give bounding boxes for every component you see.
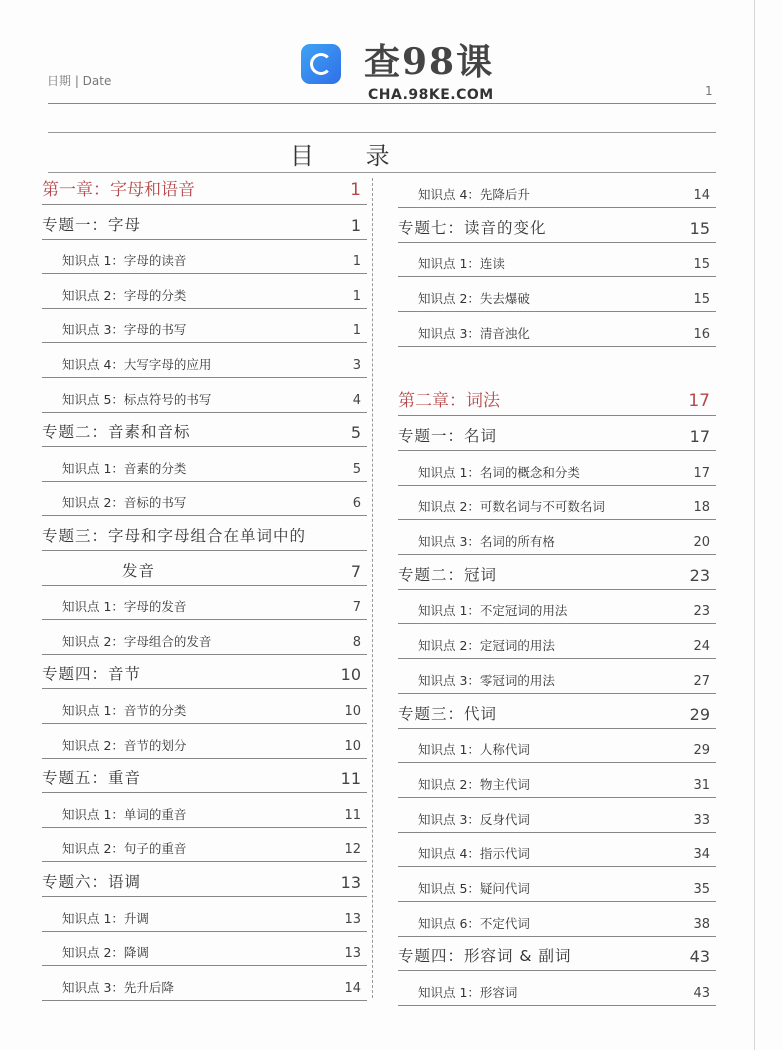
toc-entry-point[interactable] [42, 902, 367, 932]
toc-entry-title: 专题一：字母 [42, 215, 142, 234]
toc-entry-point[interactable] [398, 490, 716, 520]
toc-entry-point[interactable] [398, 733, 716, 763]
toc-entry-topic[interactable] [398, 213, 716, 243]
toc-blank-row [398, 352, 716, 382]
toc-entry-topic[interactable] [42, 417, 367, 447]
toc-entry-page: 14 [344, 980, 361, 996]
toc-entry-page: 29 [693, 743, 710, 759]
toc-entry-title: 知识点 2：句子的重音 [62, 841, 187, 857]
toc-entry-title: 知识点 4：先降后升 [418, 187, 530, 202]
toc-entry-page: 20 [693, 535, 710, 550]
toc-entry-page: 1 [352, 254, 361, 270]
toc-entry-point[interactable] [42, 348, 367, 378]
toc-entry-point[interactable] [42, 590, 367, 620]
toc-entry-title: 第二章：词法 [398, 391, 500, 412]
toc-entry-topic[interactable] [398, 421, 716, 451]
toc-entry-page: 8 [352, 634, 361, 650]
toc-entry-chapter[interactable] [42, 175, 367, 205]
toc-entry-title: 知识点 1：名词的概念和分类 [418, 464, 580, 480]
toc-entry-title: 知识点 1：单词的重音 [62, 806, 187, 822]
toc-entry-point[interactable] [398, 525, 716, 555]
toc-entry-title: 知识点 1：字母的读音 [62, 253, 187, 269]
toc-entry-page: 11 [344, 807, 361, 823]
toc-entry-title: 专题六：语调 [42, 873, 142, 891]
toc-entry-title: 专题四：音节 [42, 665, 142, 684]
toc-entry-point[interactable] [42, 832, 367, 862]
toc-entry-title: 知识点 2：字母组合的发音 [62, 633, 212, 649]
toc-entry-title: 知识点 6：不定代词 [418, 915, 530, 931]
toc-entry-cont[interactable] [42, 556, 367, 586]
toc-entry-topic[interactable] [398, 941, 716, 971]
toc-entry-title: 专题二：冠词 [398, 565, 498, 584]
toc-entry-page: 1 [350, 215, 361, 235]
toc-entry-title: 知识点 2：失去爆破 [418, 291, 530, 307]
brand-url: CHA.98KE.COM [368, 87, 494, 103]
toc-entry-page: 10 [344, 738, 361, 754]
toc-title: 目 录 [290, 142, 412, 170]
title-bottom-rule [48, 172, 716, 173]
toc-entry-title: 知识点 2：可数名词与不可数名词 [418, 499, 605, 515]
toc-entry-point[interactable] [42, 729, 367, 759]
toc-entry-title: 知识点 2：降调 [62, 945, 149, 961]
toc-entry-point[interactable] [398, 768, 716, 798]
toc-entry-point[interactable] [42, 452, 367, 482]
toc-entry-point[interactable] [398, 872, 716, 902]
toc-entry-title: 知识点 3：零冠词的用法 [418, 672, 555, 688]
toc-entry-page: 11 [340, 769, 361, 789]
toc-entry-title: 专题一：名词 [398, 426, 498, 445]
toc-entry-point[interactable] [42, 694, 367, 724]
toc-entry-page: 23 [689, 565, 710, 585]
toc-entry-page: 15 [689, 218, 710, 238]
date-label: 日期 | Date [47, 74, 112, 88]
toc-entry-title: 知识点 1：连读 [418, 256, 505, 272]
toc-entry-title: 专题二：音素和音标 [42, 423, 191, 442]
title-top-rule [48, 132, 716, 133]
column-divider [372, 178, 373, 998]
toc-entry-title: 知识点 3：字母的书写 [62, 322, 187, 338]
toc-entry-point[interactable] [398, 594, 716, 624]
toc-entry-title: 第一章：字母和语音 [42, 180, 195, 200]
toc-entry-page: 15 [693, 257, 710, 273]
toc-entry-point[interactable] [42, 971, 367, 1001]
toc-entry-title: 专题四：形容词 & 副词 [398, 947, 572, 966]
brand-logo-icon [301, 44, 341, 84]
toc-entry-page: 38 [693, 916, 710, 932]
toc-entry-page: 13 [344, 911, 361, 927]
toc-entry-title: 专题七：读音的变化 [398, 218, 547, 237]
toc-entry-topic[interactable] [42, 659, 367, 689]
toc-entry-title: 知识点 3：名词的所有格 [418, 534, 555, 549]
toc-entry-title: 知识点 4：大写字母的应用 [62, 357, 212, 372]
toc-entry-title: 知识点 3：先升后降 [62, 979, 174, 995]
toc-entry-title: 知识点 2：音节的划分 [62, 737, 187, 753]
header-rule [48, 103, 716, 104]
toc-entry-point[interactable] [42, 625, 367, 655]
toc-entry-topic[interactable] [42, 867, 367, 897]
toc-entry-page: 33 [693, 812, 710, 828]
toc-entry-point[interactable] [398, 317, 716, 347]
toc-entry-page: 35 [693, 882, 710, 897]
toc-entry-point[interactable] [398, 664, 716, 694]
toc-entry-page: 29 [689, 704, 710, 724]
toc-entry-point[interactable] [398, 247, 716, 277]
toc-entry-page: 6 [352, 496, 361, 512]
toc-entry-page: 31 [693, 777, 710, 793]
toc-entry-page: 7 [352, 600, 361, 616]
toc-entry-point[interactable] [42, 313, 367, 343]
toc-entry-title: 专题三：字母和字母组合在单词中的 [42, 527, 307, 545]
toc-entry-point[interactable] [398, 803, 716, 833]
toc-entry-title: 知识点 2：物主代词 [418, 776, 530, 792]
toc-entry-topic[interactable] [42, 521, 367, 551]
toc-entry-page: 5 [350, 423, 361, 443]
toc-entry-page: 1 [350, 180, 361, 200]
toc-entry-chapter[interactable] [398, 386, 716, 416]
toc-entry-page: 16 [693, 326, 710, 342]
toc-entry-page: 23 [693, 604, 710, 620]
toc-entry-title: 知识点 1：形容词 [418, 985, 518, 1001]
toc-entry-page: 1 [352, 288, 361, 304]
brand-name: 查98课 [364, 41, 495, 83]
toc-entry-point[interactable] [42, 279, 367, 309]
toc-entry-title: 知识点 4：指示代词 [418, 846, 530, 862]
toc-entry-topic[interactable] [42, 210, 367, 240]
toc-entry-page: 27 [693, 673, 710, 689]
toc-entry-title: 发音 [122, 561, 156, 580]
toc-entry-title: 知识点 1：音素的分类 [62, 460, 187, 476]
toc-entry-page: 17 [689, 426, 710, 446]
toc-entry-point[interactable] [398, 629, 716, 659]
toc-entry-title: 知识点 3：清音浊化 [418, 325, 530, 341]
toc-entry-point[interactable] [398, 837, 716, 867]
toc-entry-point[interactable] [398, 456, 716, 486]
toc-entry-page: 12 [344, 842, 361, 858]
toc-entry-title: 专题五：重音 [42, 769, 142, 788]
page-number: 1 [705, 84, 713, 98]
toc-entry-point[interactable] [42, 798, 367, 828]
toc-entry-point[interactable] [42, 936, 367, 966]
toc-entry-point[interactable] [398, 976, 716, 1006]
toc-entry-page: 5 [352, 461, 361, 477]
toc-entry-page: 18 [693, 500, 710, 516]
toc-entry-page: 17 [693, 465, 710, 481]
toc-entry-point[interactable] [398, 907, 716, 937]
toc-entry-page: 10 [340, 665, 361, 685]
toc-entry-title: 知识点 1：升调 [62, 910, 149, 926]
toc-entry-title: 知识点 1：不定冠词的用法 [418, 603, 568, 619]
toc-entry-page: 15 [693, 292, 710, 308]
toc-entry-point[interactable] [42, 244, 367, 274]
toc-entry-point[interactable] [398, 178, 716, 208]
toc-entry-page: 34 [693, 847, 710, 863]
toc-entry-page: 10 [344, 704, 361, 719]
toc-entry-point[interactable] [42, 383, 367, 413]
toc-entry-page: 43 [689, 947, 710, 967]
toc-entry-point[interactable] [42, 486, 367, 516]
toc-entry-topic[interactable] [42, 763, 367, 793]
toc-entry-page: 7 [350, 561, 361, 581]
toc-entry-title: 知识点 2：音标的书写 [62, 495, 187, 511]
toc-entry-point[interactable] [398, 282, 716, 312]
toc-entry-title: 知识点 5：疑问代词 [418, 881, 530, 896]
toc-entry-title: 知识点 2：字母的分类 [62, 287, 187, 303]
toc-entry-topic[interactable] [398, 560, 716, 590]
toc-entry-page: 17 [688, 391, 710, 412]
toc-entry-page: 13 [344, 946, 361, 962]
page-edge [754, 0, 755, 1050]
toc-entry-page: 3 [352, 358, 361, 373]
toc-entry-page: 24 [693, 639, 710, 655]
toc-entry-page: 1 [352, 323, 361, 339]
toc-entry-page: 43 [693, 986, 710, 1002]
toc-entry-title: 专题三：代词 [398, 704, 498, 723]
toc-entry-title: 知识点 1：字母的发音 [62, 599, 187, 615]
toc-entry-title: 知识点 2：定冠词的用法 [418, 638, 555, 654]
toc-entry-title: 知识点 1：人称代词 [418, 742, 530, 758]
toc-entry-topic[interactable] [398, 699, 716, 729]
toc-entry-page: 13 [340, 873, 361, 892]
toc-entry-page: 14 [693, 188, 710, 203]
toc-entry-title: 知识点 1：音节的分类 [62, 703, 187, 718]
toc-entry-title: 知识点 3：反身代词 [418, 811, 530, 827]
toc-entry-page: 4 [352, 392, 361, 408]
toc-entry-title: 知识点 5：标点符号的书写 [62, 391, 212, 407]
